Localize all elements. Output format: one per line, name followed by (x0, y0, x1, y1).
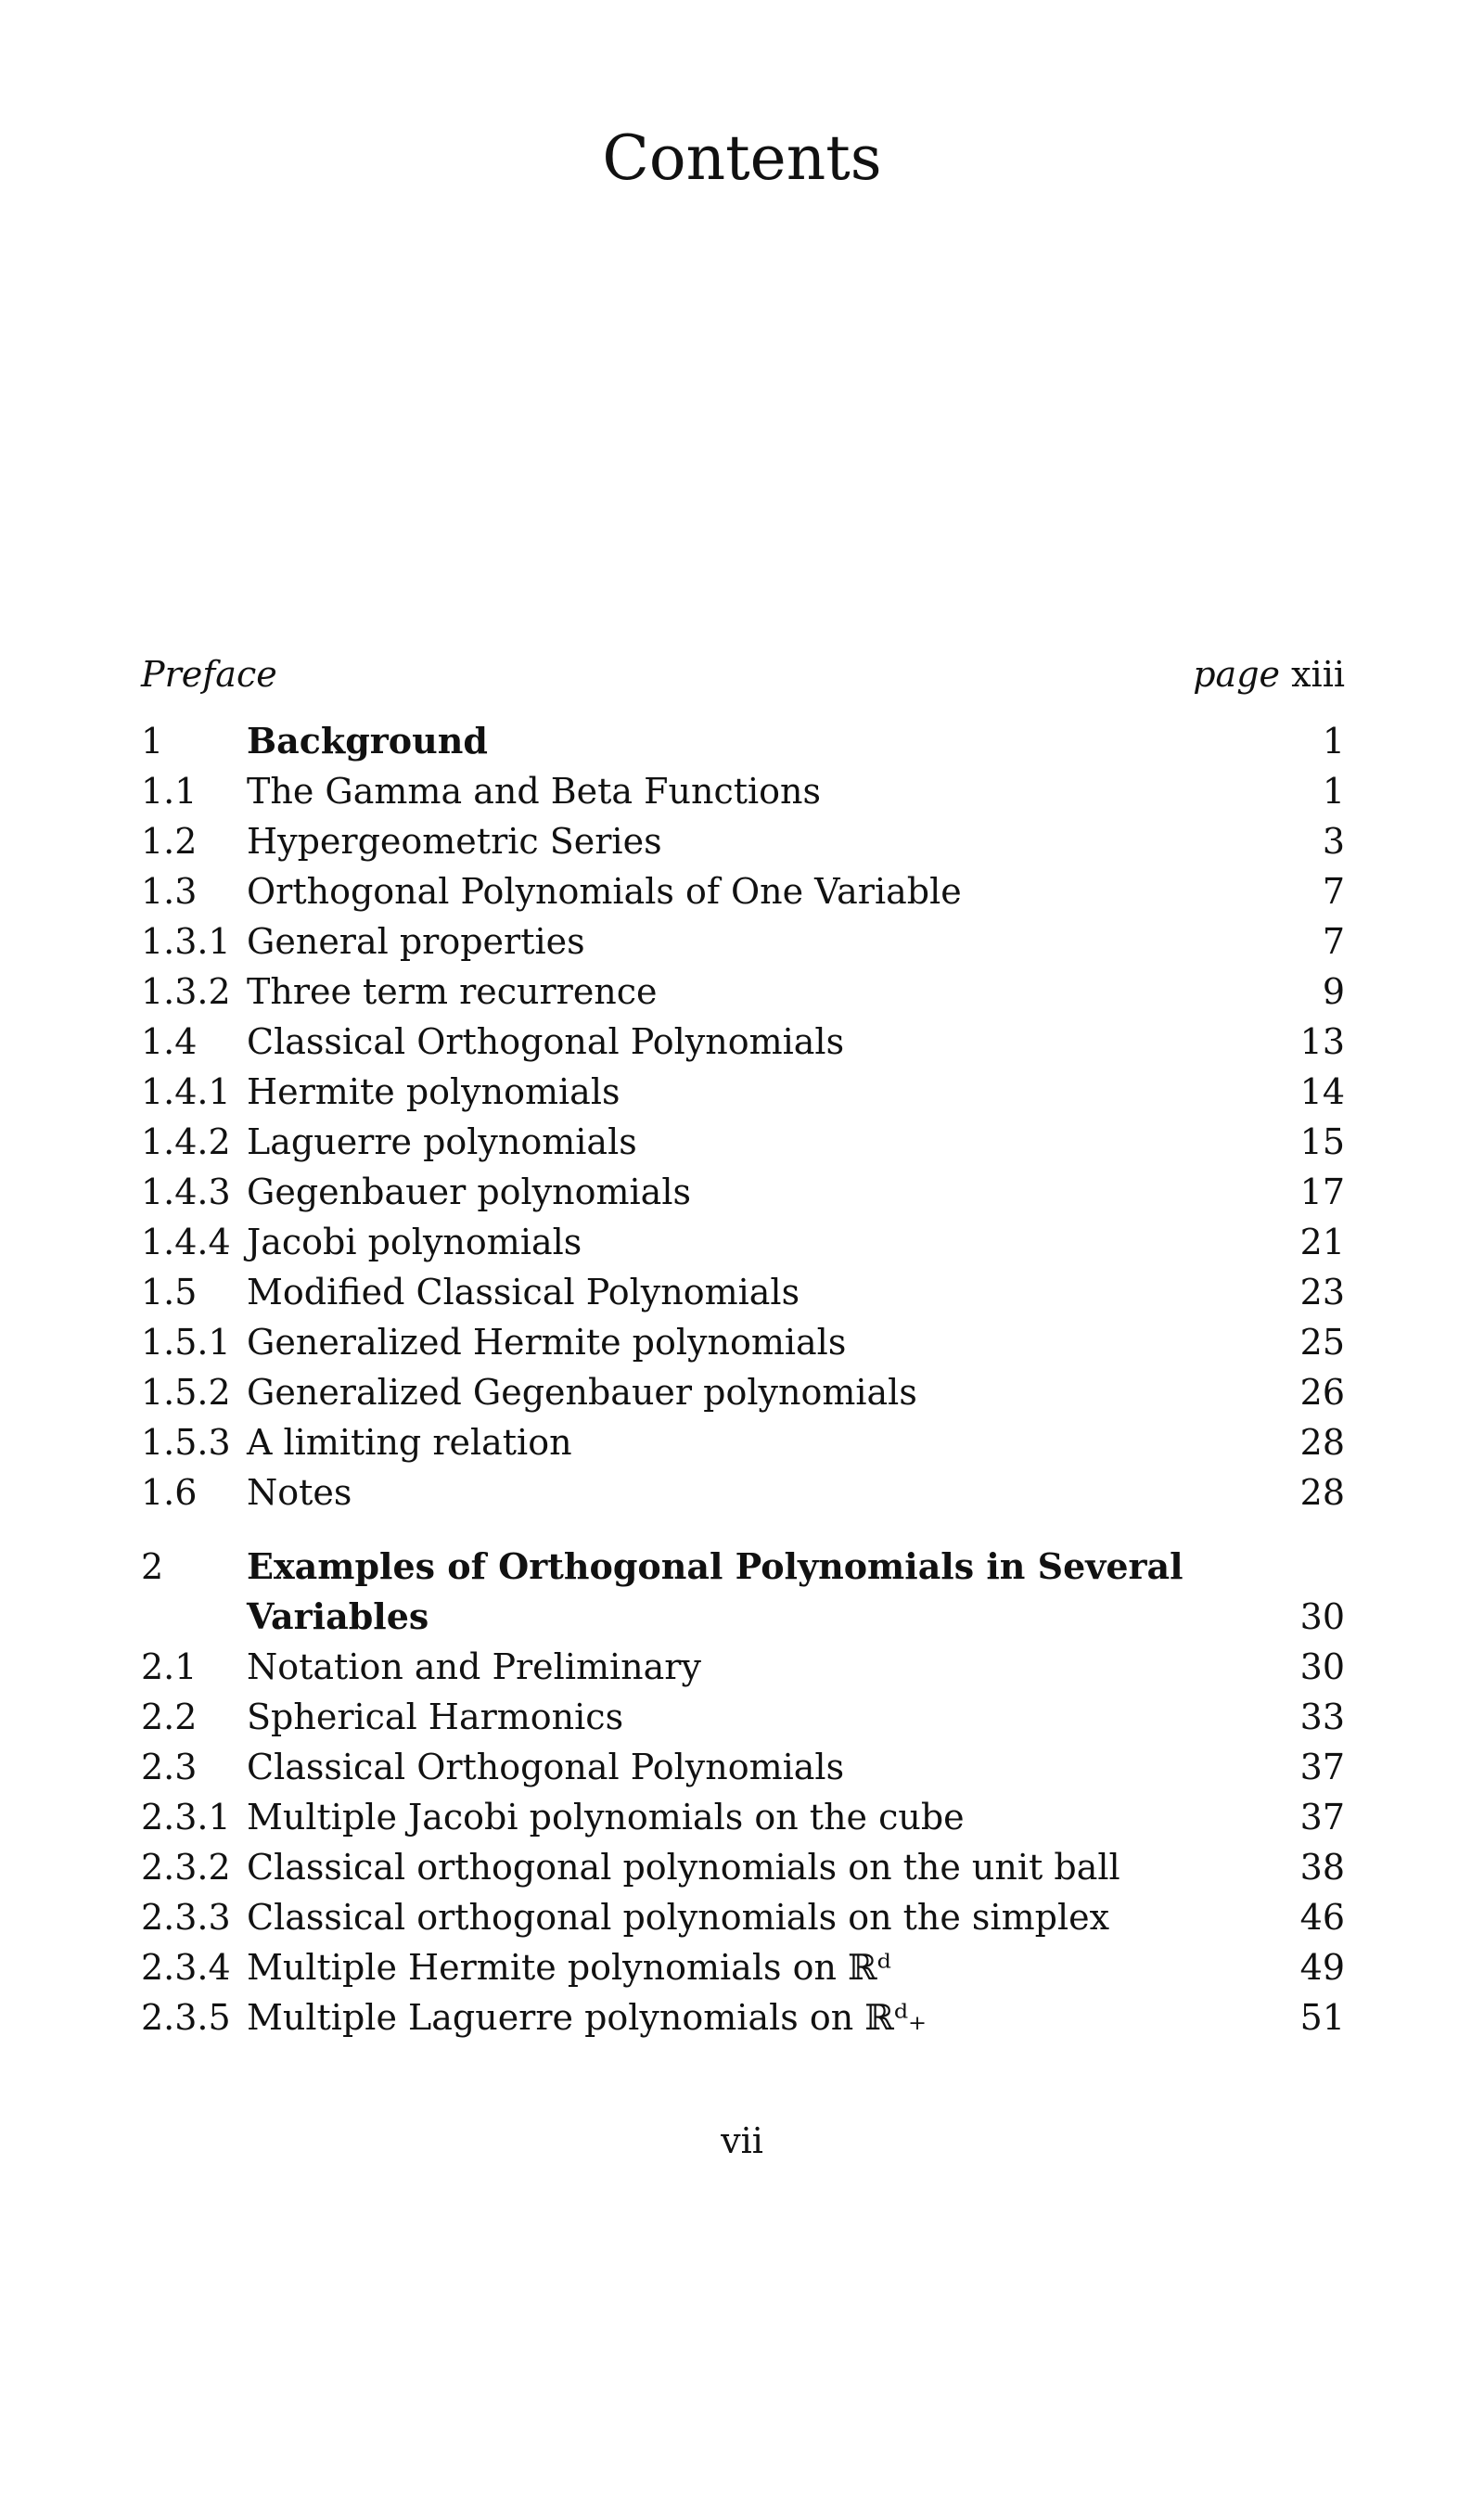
toc-label: Preface (141, 654, 277, 695)
toc-label: Multiple Jacobi polynomials on the cube (247, 1797, 965, 1838)
toc-page: 38 (1299, 1847, 1345, 1888)
toc-page: 17 (1299, 1172, 1345, 1212)
toc-label: Classical Orthogonal Polynomials (247, 1747, 845, 1787)
toc-page: 37 (1299, 1797, 1345, 1838)
toc-number: 1.3 (141, 871, 198, 912)
toc-entry[interactable] (141, 967, 1345, 1017)
toc-label: Generalized Gegenbauer polynomials (247, 1372, 917, 1413)
toc-entry[interactable] (141, 766, 1345, 816)
toc-entry[interactable] (141, 1317, 1345, 1367)
toc-label: The Gamma and Beta Functions (247, 771, 822, 812)
toc-number: 2.3.3 (141, 1897, 231, 1938)
table-of-contents (141, 649, 1345, 2042)
toc-number: 1.5 (141, 1272, 198, 1313)
toc-number: 1.3.1 (141, 921, 231, 962)
toc-label: Orthogonal Polynomials of One Variable (247, 871, 962, 912)
toc-entry[interactable] (141, 1742, 1345, 1792)
toc-entry[interactable] (141, 1367, 1345, 1417)
toc-number: 1.6 (141, 1472, 198, 1513)
toc-number: 1.5.3 (141, 1422, 231, 1463)
toc-page: 7 (1322, 921, 1345, 962)
toc-entry-preface[interactable] (141, 649, 1345, 699)
toc-label: Hermite polynomials (247, 1071, 620, 1112)
page-title: Contents (602, 122, 882, 194)
toc-number: 2.2 (141, 1697, 198, 1737)
toc-entry[interactable] (141, 1267, 1345, 1317)
toc-entry[interactable] (141, 1842, 1345, 1892)
toc-entry[interactable] (141, 1167, 1345, 1217)
toc-page: 1 (1322, 721, 1345, 762)
toc-number: 1.4 (141, 1021, 198, 1062)
toc-page: 46 (1299, 1897, 1345, 1938)
toc-number: 1.5.1 (141, 1322, 231, 1363)
toc-entry[interactable] (141, 1942, 1345, 1992)
toc-number: 1 (141, 721, 164, 762)
toc-page: 13 (1299, 1021, 1345, 1062)
toc-number: 2.3.2 (141, 1847, 231, 1888)
toc-page: 9 (1322, 971, 1345, 1012)
toc-label: Gegenbauer polynomials (247, 1172, 691, 1212)
toc-page (1193, 649, 1345, 699)
toc-page: 28 (1299, 1472, 1345, 1513)
toc-entry-chapter[interactable] (141, 716, 1345, 766)
toc-entry[interactable] (141, 916, 1345, 967)
toc-label: A limiting relation (247, 1422, 572, 1463)
toc-label: Multiple Laguerre polynomials on ℝᵈ₊ (247, 1997, 928, 2038)
toc-page: 30 (1299, 1646, 1345, 1687)
toc-label: Hypergeometric Series (247, 821, 662, 862)
toc-entry-chapter[interactable] (141, 1542, 1345, 1642)
toc-label: Three term recurrence (247, 971, 658, 1012)
toc-label: General properties (247, 921, 585, 962)
toc-number: 2.1 (141, 1646, 198, 1687)
toc-number: 2 (141, 1546, 164, 1587)
toc-page: 21 (1299, 1222, 1345, 1262)
toc-page: 37 (1299, 1747, 1345, 1787)
toc-number: 1.4.3 (141, 1172, 231, 1212)
toc-label: Notes (247, 1472, 352, 1513)
toc-number: 1.4.2 (141, 1121, 231, 1162)
toc-label: Generalized Hermite polynomials (247, 1322, 847, 1363)
toc-label: Laguerre polynomials (247, 1121, 637, 1162)
toc-entry[interactable] (141, 1217, 1345, 1267)
toc-page-number: xiii (1291, 654, 1345, 695)
toc-label: Classical Orthogonal Polynomials (247, 1021, 845, 1062)
toc-label: Background (247, 720, 488, 762)
toc-label: Notation and Preliminary (247, 1646, 701, 1687)
toc-label: Classical orthogonal polynomials on the unit ball (247, 1847, 1120, 1888)
toc-page: 14 (1299, 1071, 1345, 1112)
toc-label: Modified Classical Polynomials (247, 1272, 800, 1313)
toc-label: Multiple Hermite polynomials on ℝᵈ (247, 1947, 891, 1988)
toc-entry[interactable] (141, 1067, 1345, 1117)
toc-number: 1.3.2 (141, 971, 231, 1012)
toc-page: 51 (1299, 1997, 1345, 2038)
toc-page: 28 (1299, 1422, 1345, 1463)
toc-page: 33 (1299, 1697, 1345, 1737)
toc-number: 2.3 (141, 1747, 198, 1787)
toc-page: 25 (1299, 1322, 1345, 1363)
toc-entry[interactable] (141, 1417, 1345, 1467)
toc-page: 1 (1322, 771, 1345, 812)
toc-number: 2.3.1 (141, 1797, 231, 1838)
toc-entry[interactable] (141, 1792, 1345, 1842)
toc-number: 1.2 (141, 821, 198, 862)
toc-number: 1.1 (141, 771, 198, 812)
toc-entry[interactable] (141, 1692, 1345, 1742)
toc-label: Examples of Orthogonal Polynomials in Several Variables (247, 1545, 1183, 1637)
toc-number: 2.3.4 (141, 1947, 231, 1988)
toc-page: 23 (1299, 1272, 1345, 1313)
toc-page: 49 (1299, 1947, 1345, 1988)
toc-number: 1.4.1 (141, 1071, 231, 1112)
page-number: vii (721, 2120, 763, 2161)
toc-entry[interactable] (141, 1467, 1345, 1517)
toc-label: Classical orthogonal polynomials on the simplex (247, 1897, 1110, 1938)
toc-entry[interactable] (141, 1892, 1345, 1942)
toc-label: Spherical Harmonics (247, 1697, 624, 1737)
toc-entry[interactable] (141, 816, 1345, 866)
toc-entry[interactable] (141, 1117, 1345, 1167)
toc-number: 2.3.5 (141, 1997, 231, 2038)
toc-page: 30 (1299, 1596, 1345, 1637)
toc-page: 7 (1322, 871, 1345, 912)
toc-label: Jacobi polynomials (247, 1222, 582, 1262)
toc-entry[interactable] (141, 866, 1345, 916)
toc-entry[interactable] (141, 1642, 1345, 1692)
toc-page: 15 (1299, 1121, 1345, 1162)
toc-page: 3 (1322, 821, 1345, 862)
toc-page: 26 (1299, 1372, 1345, 1413)
toc-page-word: page (1193, 654, 1281, 695)
toc-number: 1.4.4 (141, 1222, 231, 1262)
toc-entry[interactable] (141, 1017, 1345, 1067)
toc-number: 1.5.2 (141, 1372, 231, 1413)
toc-entry[interactable] (141, 1992, 1345, 2042)
